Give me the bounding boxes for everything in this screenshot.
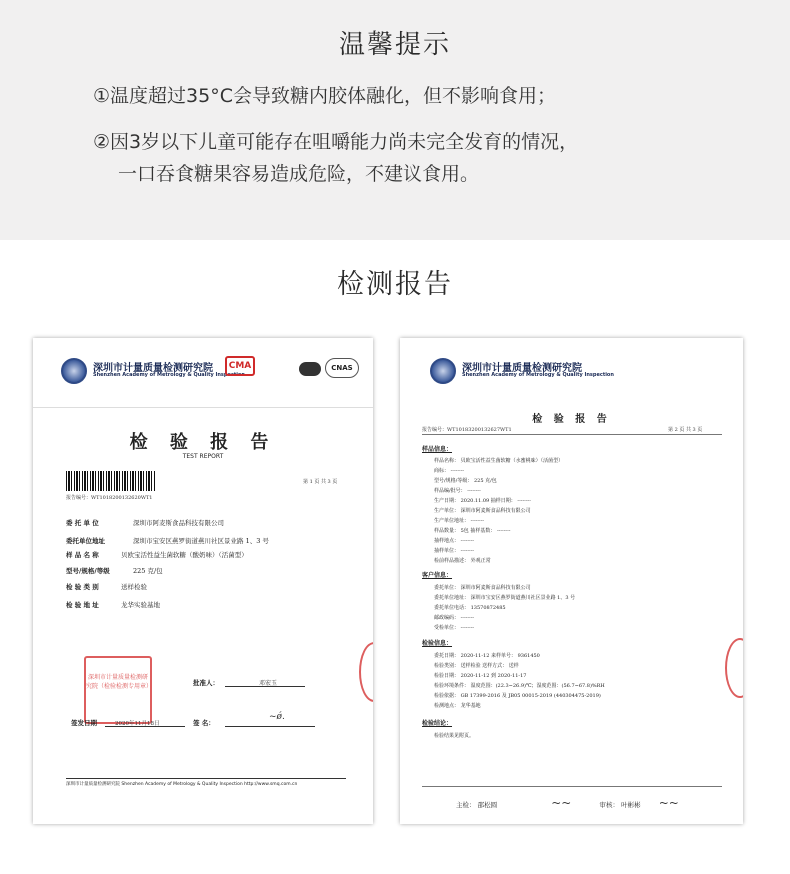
field-label-client: 委 托 单 位 xyxy=(66,519,99,527)
report-document-detail xyxy=(400,338,743,824)
report-number: 报告编号：WT10183200132627WT1 xyxy=(422,427,512,433)
sample-row: 型号/规格/等级： 225 克/包 xyxy=(434,478,497,484)
client-row: 邮政编码： -------- xyxy=(434,615,475,621)
approver-label: 批准人： xyxy=(193,679,219,687)
client-row: 委托单位： 深圳市阿麦斯食品科技有限公司 xyxy=(434,585,531,591)
inspection-info-heading: 检验信息： xyxy=(422,640,453,647)
divider xyxy=(422,434,722,435)
client-row: 委托单位电话： 13570872485 xyxy=(434,605,506,611)
document-title: 检 验 报 告 xyxy=(532,414,611,425)
field-value-test-address: 龙华实验基地 xyxy=(121,601,160,609)
ilac-mark-icon xyxy=(299,362,321,376)
inspection-row: 检验依据： GB 17399-2016 及 JB05 00015-2019 (440304475-2019) xyxy=(434,693,601,699)
field-label-client-address: 委托单位地址 xyxy=(66,537,105,545)
side-seal-stamp xyxy=(359,642,373,702)
tip-item-1: ①温度超过35°C会导致糖内胶体融化，但不影响食用； xyxy=(93,85,556,107)
report-document-cover xyxy=(33,338,373,824)
field-value-client: 深圳市阿麦斯食品科技有限公司 xyxy=(133,519,224,527)
reviewer-label: 审核： xyxy=(599,801,619,809)
field-label-test-address: 检 验 地 址 xyxy=(66,601,99,609)
page-number: 第 1 页 共 3 页 xyxy=(303,479,338,485)
issue-date-label: 签发日期 xyxy=(71,719,97,727)
field-value-test-type: 送样检验 xyxy=(121,583,147,591)
conclusion-heading: 检验结论： xyxy=(422,720,453,727)
inspection-row: 检测地点： 龙华基地 xyxy=(434,703,481,709)
conclusion-text: 检验结果见附页。 xyxy=(434,733,475,739)
sample-row: 抽样单位： -------- xyxy=(434,548,475,554)
tip-item-2: ②因3岁以下儿童可能存在咀嚼能力尚未完全发育的情况， xyxy=(93,131,579,153)
field-value-spec: 225 克/包 xyxy=(133,567,163,575)
signature-label: 签 名： xyxy=(193,719,215,727)
sample-row: 商标： -------- xyxy=(434,468,465,474)
document-subtitle: TEST REPORT xyxy=(182,453,224,460)
tip-item-2-continued: 一口吞食糖果容易造成危险，不建议食用。 xyxy=(118,163,480,185)
document-footer: 深圳市计量质量检测研究院 Shenzhen Academy of Metrology & Quality Inspection http://www.smq.com.cn xyxy=(66,778,346,788)
cma-mark-icon: CMA xyxy=(225,356,255,376)
issue-date: 2020年11月18日 xyxy=(115,721,160,727)
inspection-row: 委托日期： 2020-11-12 来样单号： 9361450 xyxy=(434,653,540,659)
reviewer-name: 叶彬彬 xyxy=(621,801,641,809)
barcode-icon xyxy=(66,471,156,491)
document-footer xyxy=(456,796,679,810)
document-header xyxy=(33,338,373,408)
preparer-label: 主检： xyxy=(456,801,476,809)
official-seal-stamp: 深圳市计量质量检测研究院（检验检测专用章） xyxy=(84,656,152,724)
sample-row: 生产日期： 2020.11.09 抽样日期： -------- xyxy=(434,498,531,504)
sample-row: 检前样品描述： 外观正常 xyxy=(434,558,491,564)
client-row: 委托单位地址： 深圳市宝安区燕罗街道燕川社区景业路 1、3 号 xyxy=(434,595,576,601)
divider xyxy=(422,786,722,787)
field-value-client-address: 深圳市宝安区燕罗街道燕川社区景业路 1、3 号 xyxy=(133,537,269,545)
approver-name: 邓宏玉 xyxy=(259,680,278,687)
handwritten-signature-icon: ~ǿ. xyxy=(269,712,285,722)
inspection-row: 检验环境条件： 温度范围：(22.3~26.9)℃；湿度范围：(56.7~67.8)%RH xyxy=(434,683,605,689)
preparer-signature-icon: ~~ xyxy=(551,796,572,810)
side-seal-stamp xyxy=(725,638,743,698)
smq-logo-icon xyxy=(430,358,456,384)
page-number: 第 2 页 共 3 页 xyxy=(668,427,703,433)
inspection-row: 检验日期： 2020-11-12 到 2020-11-17 xyxy=(434,673,527,679)
sample-row: 样品名称： 贝欧宝活性益生菌软糖（水蜜桃味）（活菌型） xyxy=(434,458,564,464)
document-title: 检 验 报 告 xyxy=(129,432,277,453)
institute-name: 深圳市计量质量检测研究院 xyxy=(93,363,213,374)
document-header xyxy=(400,338,743,394)
institute-name-en: Shenzhen Academy of Metrology & Quality Inspection xyxy=(93,372,245,378)
signature-line xyxy=(225,726,315,727)
client-row: 受检单位： -------- xyxy=(434,625,475,631)
issue-date-line xyxy=(105,726,185,727)
institute-name: 深圳市计量质量检测研究院 xyxy=(462,363,582,374)
tips-title: 温馨提示 xyxy=(338,30,451,60)
reviewer-signature-icon: ~~ xyxy=(658,796,679,810)
report-number: 报告编号：WT1018200132620WT1 xyxy=(66,495,153,501)
preparer-name: 邵松圆 xyxy=(477,801,498,809)
sample-info-heading: 样品信息： xyxy=(422,446,453,453)
field-label-spec: 型号/规格/等级 xyxy=(66,567,110,575)
report-section-title: 检测报告 xyxy=(337,269,453,300)
sample-row: 生产单位地址： -------- xyxy=(434,518,485,524)
sample-row: 样品数量： 5包 抽样基数： -------- xyxy=(434,528,511,534)
client-info-heading: 客户信息： xyxy=(422,572,453,579)
smq-logo-icon xyxy=(61,358,87,384)
sample-row: 生产单位： 深圳市阿麦斯食品科技有限公司 xyxy=(434,508,531,514)
inspection-row: 检验类别： 送样检验 送样方式： 送样 xyxy=(434,663,519,669)
field-label-sample-name: 样 品 名 称 xyxy=(66,551,99,559)
sample-row: 样品编/批号： -------- xyxy=(434,488,481,494)
institute-name-en: Shenzhen Academy of Metrology & Quality Inspection xyxy=(462,372,614,378)
sample-row: 抽样地点： -------- xyxy=(434,538,475,544)
field-label-test-type: 检 验 类 别 xyxy=(66,583,99,591)
cnas-mark-icon: CNAS xyxy=(325,358,359,378)
tips-panel xyxy=(0,0,790,240)
field-value-sample-name: 贝欧宝活性益生菌软糖（酸奶味）（活菌型） xyxy=(121,551,248,559)
